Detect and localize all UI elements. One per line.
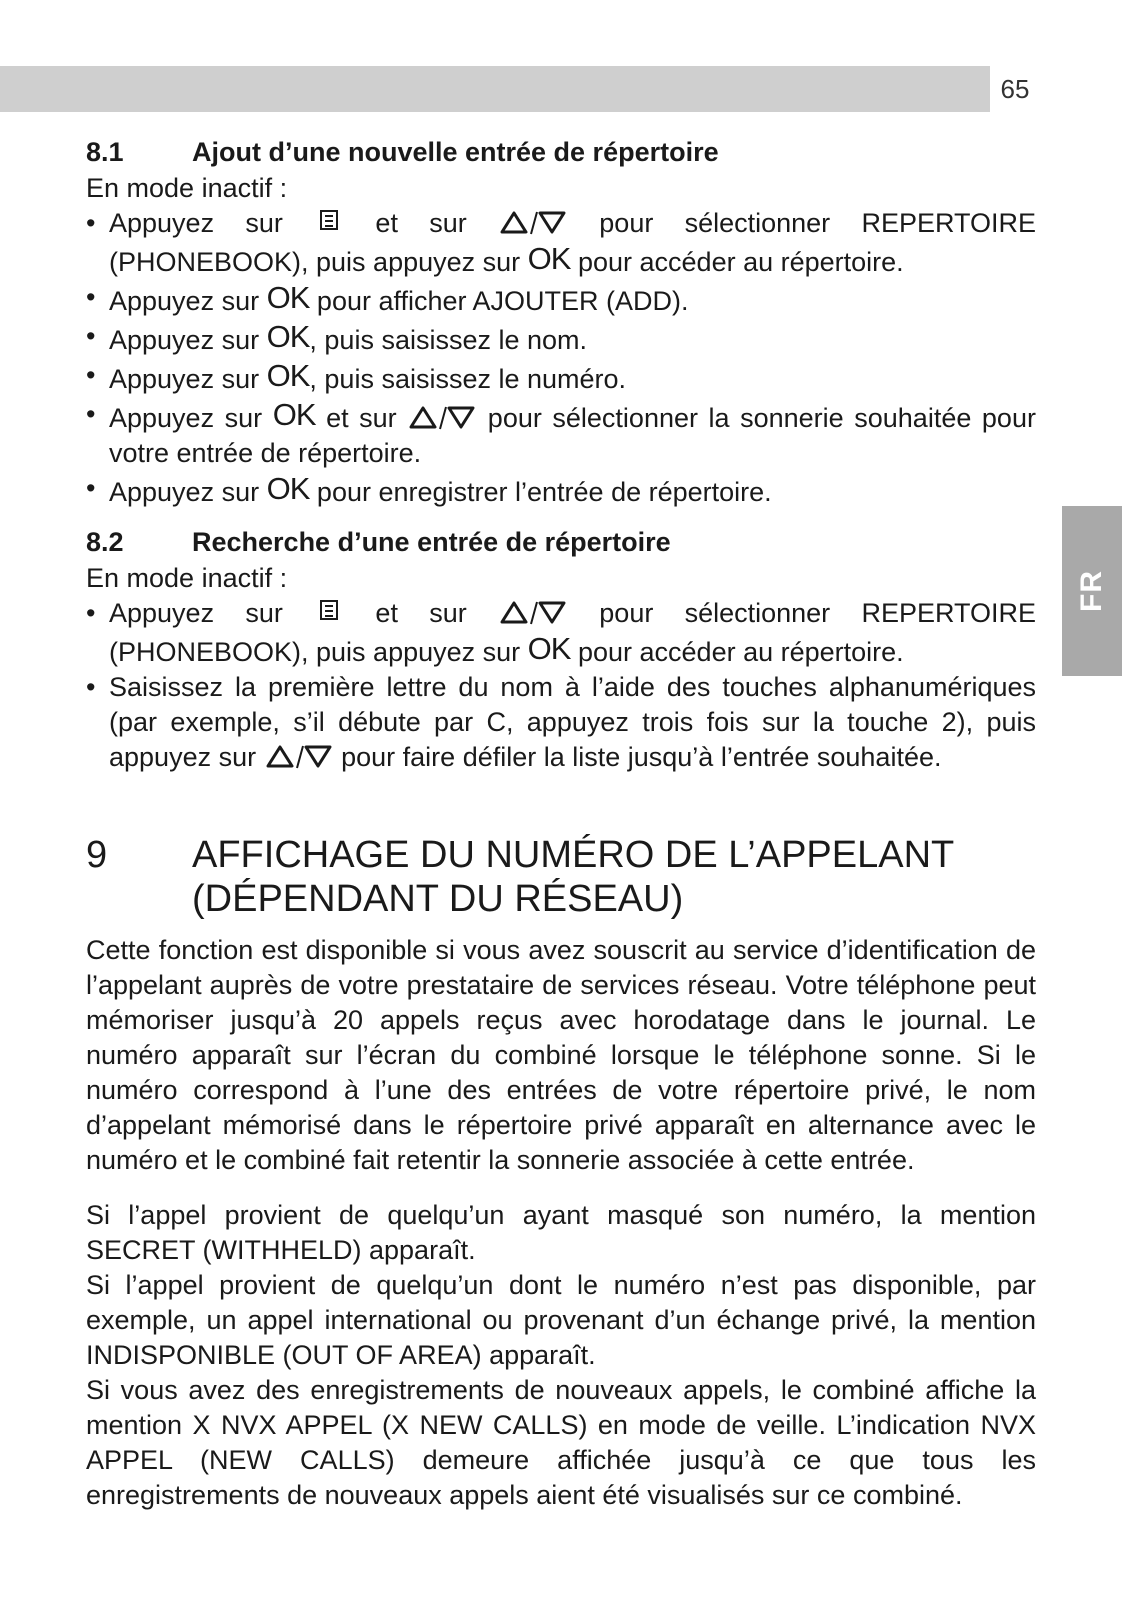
list-item [86,358,1036,397]
up-down-arrows-icon [266,744,332,770]
step-text: pour enregistrer l’entrée de répertoire. [316,477,772,507]
step-text: et sur [326,403,397,433]
ok-key-icon: OK [266,358,310,393]
section-title [192,833,954,921]
step-text: pour accéder au répertoire. [577,247,904,277]
step-text: Appuyez sur [109,598,283,628]
step-text: Appuyez sur [109,364,260,394]
list-item [86,280,1036,319]
ok-key-icon: OK [527,631,571,666]
paragraph: Si vous avez des enregistrements de nouveaux appels, le combiné affiche la mention X NVX APPEL (X NEW CALLS) en mode de veille. L’indication NVX APPEL (NEW CALLS) demeure affichée jusqu’à ce que tous les enregistrements de nouveaux appels aient été visualisés sur ce combiné. [86,1375,1036,1510]
step-text: Appuyez sur [109,286,260,316]
step-text: pour faire défiler la liste jusqu’à l’entrée souhaitée. [341,742,942,772]
step-text: pour sélectionner REPERTOIRE (PHONEBOOK), puis appuyez sur [109,598,1036,667]
list-item [86,471,1036,510]
list-item [86,319,1036,358]
up-down-arrows-icon [500,210,566,236]
ok-key-icon: OK [266,319,310,354]
page-number: 65 [1000,74,1030,104]
list-item [86,397,1036,471]
section-intro: En mode inactif : [86,173,288,203]
step-text: , puis saisissez le nom. [309,325,588,355]
step-text: Appuyez sur [109,477,260,507]
ok-key-icon: OK [266,280,310,315]
section-title: Ajout d’une nouvelle entrée de répertoire [192,137,719,167]
ok-key-icon: OK [272,397,316,432]
section-8-2-heading [86,520,1036,560]
step-text: pour sélectionner REPERTOIRE (PHONEBOOK), puis appuyez sur [109,208,1036,277]
step-text: Appuyez sur [109,403,263,433]
step-text: et sur [375,208,467,238]
section-intro: En mode inactif : [86,563,288,593]
header-bar [0,66,990,112]
step-text: Appuyez sur [109,325,260,355]
section-number: 8.1 [86,137,124,167]
paragraph: Cette fonction est disponible si vous avez souscrit au service d’identification de l’appelant auprès de votre prestataire de services réseau. Votre téléphone peut mémoriser jusqu’à 20 appels reçus avec horodatage dans le journal. Le numéro apparaît sur l’écran du combiné lorsque le téléphone sonne. Si le numéro correspond à l’une des entrées de votre répertoire privé, le nom d’appelant mémorisé dans le répertoire privé apparaît en alternance avec le numéro et le combiné fait retentir la sonnerie associée à cette entrée. [86,935,1036,1175]
step-text: et sur [375,598,467,628]
language-tab [1062,506,1122,676]
step-text: Saisissez la première lettre du nom à l’aide des touches alphanumériques (par exemple, s’il débute par C, appuyez trois fois sur la touche 2), puis appuyez sur [109,672,1036,772]
paragraph: Si l’appel provient de quelqu’un dont le numéro n’est pas disponible, par exemple, un appel international ou provenant d’un échange privé, la mention INDISPONIBLE (OUT OF AREA) apparaît. [86,1270,1036,1370]
language-tab-label: FR [1075,570,1108,612]
section-title: Recherche d’une entrée de répertoire [192,527,671,557]
menu-icon [320,600,338,620]
list-item [86,206,1036,280]
up-down-arrows-icon [500,600,566,626]
step-text: , puis saisissez le numéro. [309,364,627,394]
step-list [86,596,1036,775]
menu-icon [320,210,338,230]
section-number: 8.2 [86,527,124,557]
step-list [86,206,1036,510]
section-number: 9 [86,834,108,876]
section-9-heading [86,833,1036,921]
paragraph: Si l’appel provient de quelqu’un ayant masqué son numéro, la mention SECRET (WITHHELD) apparaît. [86,1200,1036,1265]
step-text: pour sélectionner la sonnerie souhaitée pour votre entrée de répertoire. [109,403,1036,468]
ok-key-icon: OK [266,471,310,506]
section-title-line: (DÉPENDANT DU RÉSEAU) [192,878,684,920]
section-title-line: AFFICHAGE DU NUMÉRO DE L’APPELANT [192,834,955,876]
ok-key-icon: OK [527,241,571,276]
step-text: Appuyez sur [109,208,283,238]
step-text: pour afficher AJOUTER (ADD). [316,286,689,316]
list-item [86,596,1036,670]
list-item [86,670,1036,775]
step-text: pour accéder au répertoire. [577,637,904,667]
page-content [86,130,1036,1513]
section-8-1-heading [86,130,1036,170]
up-down-arrows-icon [409,405,475,431]
